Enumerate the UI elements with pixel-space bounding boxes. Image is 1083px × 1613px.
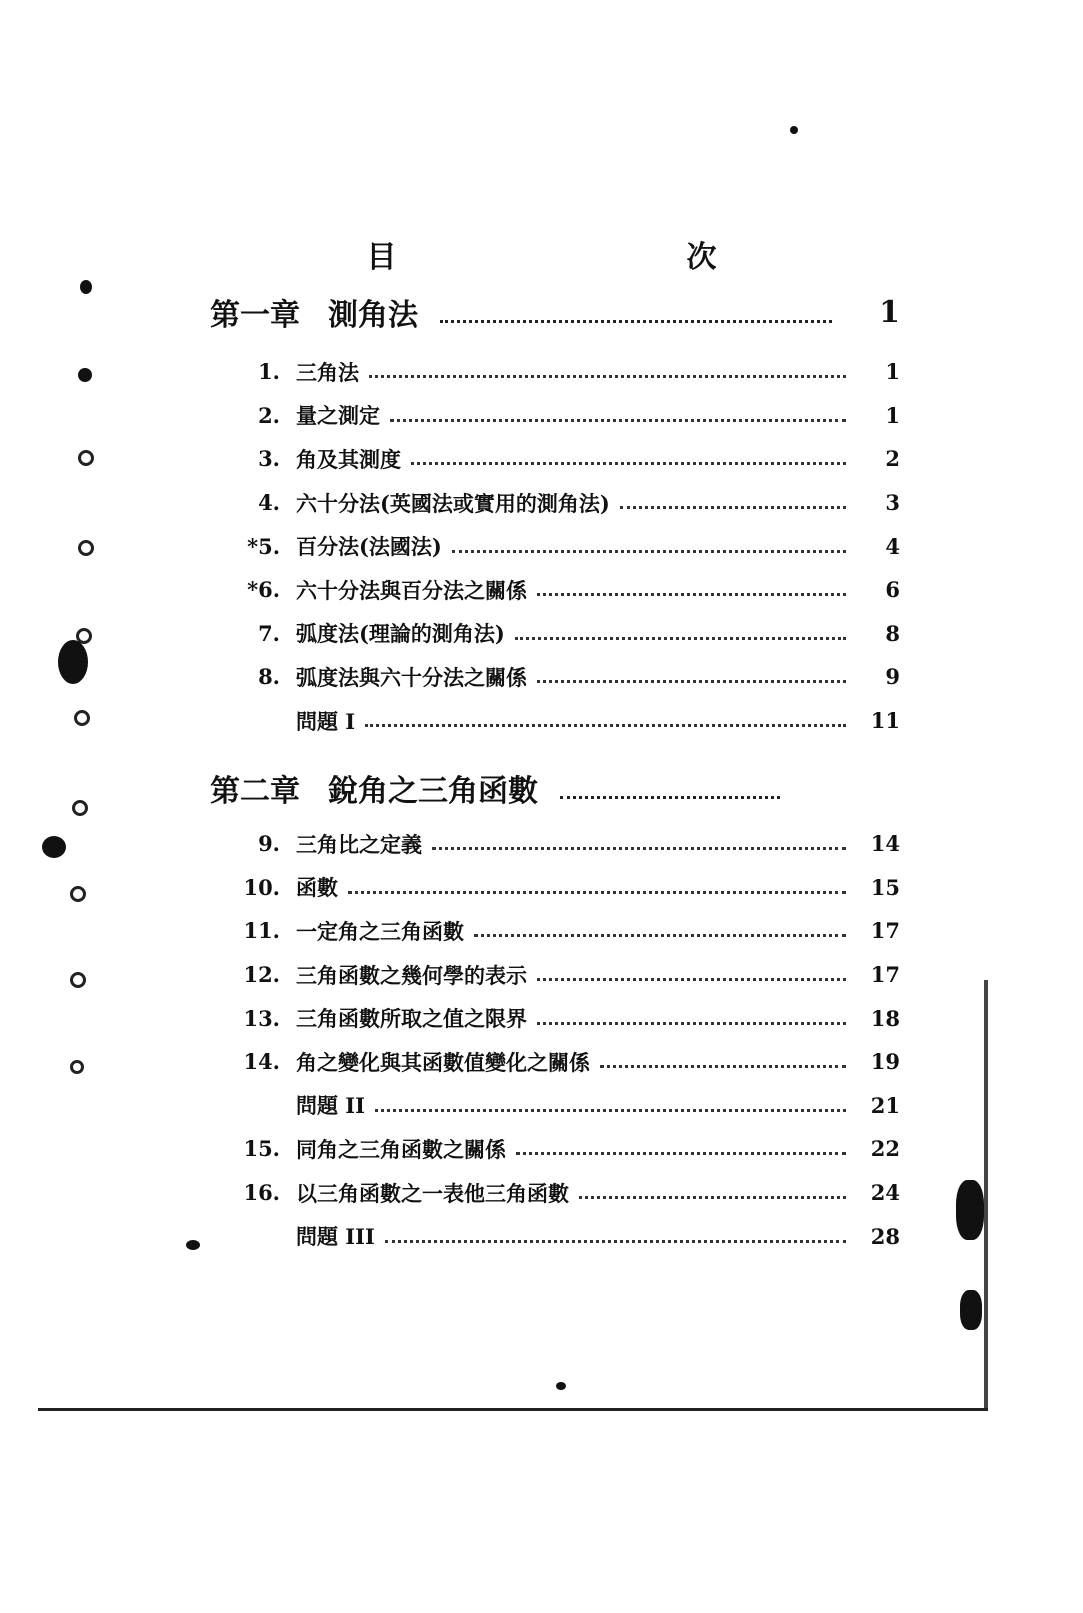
- dot-leader: [537, 1022, 846, 1025]
- toc-entry: [236, 1127, 900, 1171]
- binding-hole: [78, 540, 94, 556]
- entry-number: 11.: [243, 918, 280, 944]
- binding-hole: [70, 1060, 84, 1074]
- entry-label: 百分法(法國法): [296, 534, 442, 560]
- toc-entry: [236, 822, 900, 866]
- toc-entry: [236, 655, 900, 699]
- entry-label: 函數: [296, 875, 338, 901]
- dot-leader: [516, 1152, 846, 1155]
- chapter-heading: [210, 766, 900, 810]
- entry-label: 問題 II: [296, 1093, 365, 1119]
- dot-leader: [365, 724, 846, 727]
- toc-entry: [236, 437, 900, 481]
- entry-page: 18: [870, 1005, 900, 1031]
- toc-entry: [236, 953, 900, 997]
- entry-label: 三角函數所取之值之限界: [296, 1006, 527, 1032]
- entry-page: 22: [870, 1136, 900, 1162]
- entry-label: 角及其測度: [296, 446, 401, 472]
- entry-number: 12.: [243, 962, 280, 988]
- entry-number: 16.: [243, 1180, 280, 1206]
- toc-entry: [236, 612, 900, 656]
- dot-leader: [600, 1065, 846, 1068]
- ink-speck: [80, 280, 92, 294]
- binding-hole: [72, 800, 88, 816]
- dot-leader: [515, 637, 846, 640]
- entry-page: 11: [870, 708, 900, 734]
- entry-page: 1: [885, 359, 900, 385]
- toc-entry: [236, 1214, 900, 1258]
- entry-page: 8: [885, 620, 900, 646]
- chapter-number: 第一章: [210, 298, 300, 333]
- entry-page: 28: [870, 1223, 900, 1249]
- entry-page: 21: [870, 1092, 900, 1118]
- dot-leader: [537, 593, 846, 596]
- entry-label: 以三角函數之一表他三角函數: [296, 1180, 569, 1206]
- entry-label: 角之變化與其函數值變化之關係: [296, 1049, 590, 1075]
- entry-label: 量之測定: [296, 403, 380, 429]
- dot-leader: [411, 462, 846, 465]
- chapter-entries: [236, 822, 900, 1258]
- entry-number: 8.: [258, 664, 280, 690]
- ink-speck: [790, 126, 798, 134]
- dot-leader: [385, 1240, 846, 1243]
- entry-number: *5.: [247, 533, 280, 559]
- page-edge: [38, 1408, 988, 1411]
- chapter-page: 1: [879, 294, 900, 330]
- toc-entry: [236, 909, 900, 953]
- entry-number: *6.: [247, 577, 280, 603]
- entry-number: 1.: [258, 359, 280, 385]
- entry-page: 6: [885, 577, 900, 603]
- ink-speck: [186, 1240, 200, 1250]
- entry-label: 三角法: [296, 359, 359, 385]
- entry-label: 六十分法與百分法之關係: [296, 577, 527, 603]
- entry-number: 7.: [258, 620, 280, 646]
- toc-entry: [236, 996, 900, 1040]
- entry-number: 3.: [258, 446, 280, 472]
- toc-entry: [236, 1171, 900, 1215]
- chapter-title: 銳角之三角函數: [328, 774, 538, 809]
- binding-hole: [78, 450, 94, 466]
- chapter-entries: [236, 350, 900, 742]
- chapter-heading: [210, 290, 900, 334]
- entry-page: 17: [870, 962, 900, 988]
- dot-leader: [579, 1196, 846, 1199]
- entry-label: 三角比之定義: [296, 831, 422, 857]
- entry-number: 4.: [258, 490, 280, 516]
- dot-leader: [369, 375, 846, 378]
- dot-leader: [620, 506, 846, 509]
- entry-number: 2.: [258, 402, 280, 428]
- dot-leader: [348, 891, 846, 894]
- entry-page: 1: [885, 402, 900, 428]
- chapter-title: 測角法: [328, 298, 418, 333]
- dot-leader: [452, 550, 846, 553]
- entry-label: 問題 III: [296, 1224, 375, 1250]
- dot-leader: [537, 680, 846, 683]
- entry-page: 17: [870, 918, 900, 944]
- dot-leader: [560, 796, 780, 799]
- entry-page: 15: [870, 874, 900, 900]
- dot-leader: [537, 978, 846, 981]
- entry-label: 問題 I: [296, 708, 356, 734]
- entry-page: 2: [885, 446, 900, 472]
- entry-page: 19: [870, 1049, 900, 1075]
- ink-blot: [58, 640, 88, 684]
- page-title: 目 次: [366, 240, 847, 275]
- toc-entry: [236, 1084, 900, 1128]
- binding-hole: [70, 972, 86, 988]
- dot-leader: [390, 419, 846, 422]
- dot-leader: [432, 847, 846, 850]
- toc-entry: [236, 524, 900, 568]
- toc-entry: [236, 568, 900, 612]
- toc-entry: [236, 350, 900, 394]
- toc-entry: [236, 481, 900, 525]
- page-edge: [984, 980, 988, 1408]
- toc-entry: [236, 394, 900, 438]
- entry-number: 13.: [243, 1005, 280, 1031]
- entry-label: 三角函數之幾何學的表示: [296, 962, 527, 988]
- entry-page: 24: [870, 1180, 900, 1206]
- ink-blot: [42, 836, 66, 858]
- entry-label: 一定角之三角函數: [296, 918, 464, 944]
- toc-entry: [236, 699, 900, 743]
- entry-label: 弧度法與六十分法之關係: [296, 664, 527, 690]
- ink-blot: [960, 1290, 982, 1330]
- dot-leader: [375, 1109, 846, 1112]
- entry-page: 14: [870, 831, 900, 857]
- entry-label: 同角之三角函數之關係: [296, 1136, 506, 1162]
- binding-hole: [74, 710, 90, 726]
- dot-leader: [440, 320, 832, 323]
- chapter-number: 第二章: [210, 774, 300, 809]
- ink-speck: [78, 368, 92, 382]
- ink-speck: [556, 1382, 566, 1390]
- ink-blot: [956, 1180, 984, 1240]
- entry-page: 4: [885, 533, 900, 559]
- entry-label: 弧度法(理論的測角法): [296, 621, 505, 647]
- entry-number: 15.: [243, 1136, 280, 1162]
- entry-page: 3: [885, 490, 900, 516]
- entry-number: 10.: [243, 874, 280, 900]
- binding-hole: [70, 886, 86, 902]
- toc-entry: [236, 866, 900, 910]
- dot-leader: [474, 934, 846, 937]
- toc-entry: [236, 1040, 900, 1084]
- entry-page: 9: [885, 664, 900, 690]
- entry-label: 六十分法(英國法或實用的測角法): [296, 490, 610, 516]
- entry-number: 14.: [243, 1049, 280, 1075]
- entry-number: 9.: [258, 831, 280, 857]
